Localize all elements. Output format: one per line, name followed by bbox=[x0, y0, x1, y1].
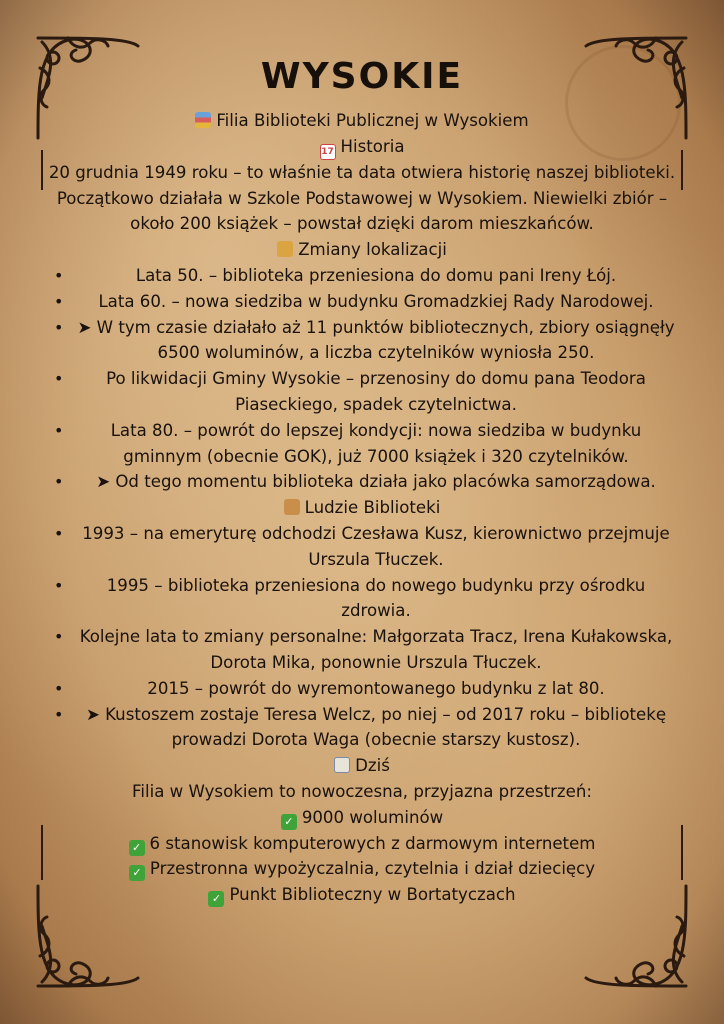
people-heading bbox=[38, 495, 686, 521]
books-icon bbox=[195, 112, 211, 128]
bullet-icon: • bbox=[54, 704, 64, 724]
page-title: WYSOKIE bbox=[260, 56, 464, 97]
bullet-icon: • bbox=[54, 472, 64, 492]
list-item: • ➤ Kustoszem zostaje Teresa Welcz, po niej – od 2017 roku – bibliotekę prowadzi Dorota Waga (obecnie starszy kustosz). bbox=[38, 702, 686, 754]
people-icon bbox=[284, 499, 300, 515]
bullet-icon: • bbox=[54, 291, 64, 311]
bullet-icon: • bbox=[54, 678, 64, 698]
list-item: • 2015 – powrót do wyremontowanego budynku z lat 80. bbox=[38, 676, 686, 702]
branch-heading-text: Filia Biblioteki Publicznej w Wysokiem bbox=[216, 111, 529, 130]
history-heading-text: Historia bbox=[340, 136, 405, 156]
people-heading-text: Ludzie Biblioteki bbox=[304, 498, 441, 518]
check-mark-icon: ✓ bbox=[129, 865, 145, 881]
today-intro: Filia w Wysokiem to nowoczesna, przyjazna przestrzeń: bbox=[132, 781, 592, 801]
document-body bbox=[38, 52, 686, 908]
bullet-icon: • bbox=[54, 265, 64, 285]
people-list bbox=[38, 521, 686, 753]
check-mark-icon: ✓ bbox=[129, 840, 145, 856]
house-icon bbox=[277, 241, 293, 257]
list-item: • 1995 – biblioteka przeniesiona do nowego budynku przy ośrodku zdrowia. bbox=[38, 573, 686, 625]
list-item: • Po likwidacji Gminy Wysokie – przenosiny do domu pana Teodora Piaseckiego, spadek czytelnictwa. bbox=[38, 366, 686, 418]
today-item: ✓ 6 stanowisk komputerowych z darmowym internetem bbox=[38, 831, 686, 857]
list-item: • ➤ Od tego momentu biblioteka działa jako placówka samorządowa. bbox=[38, 469, 686, 495]
list-item: • ➤ W tym czasie działało aż 11 punktów bibliotecznych, zbiory osiągnęły 6500 woluminów, a liczba czytelników wyniosła 250. bbox=[38, 315, 686, 367]
bullet-icon: • bbox=[54, 627, 64, 647]
list-item: • 1993 – na emeryturę odchodzi Czesława Kusz, kierownictwo przejmuje Urszula Tłuczek. bbox=[38, 521, 686, 573]
list-item: • Kolejne lata to zmiany personalne: Małgorzata Tracz, Irena Kułakowska, Dorota Mika, ponownie Urszula Tłuczek. bbox=[38, 624, 686, 676]
today-item: ✓ Przestronna wypożyczalnia, czytelnia i dział dziecięcy bbox=[38, 856, 686, 882]
list-item: • Lata 50. – biblioteka przeniesiona do domu pani Ireny Łój. bbox=[38, 263, 686, 289]
today-heading bbox=[38, 753, 686, 779]
open-book-icon bbox=[334, 757, 350, 773]
list-item: • Lata 80. – powrót do lepszej kondycji: nowa siedziba w budynku gminnym (obecnie GOK), już 7000 książek i 320 czytelników. bbox=[38, 418, 686, 470]
calendar-icon: 17 bbox=[320, 144, 336, 160]
bullet-icon: • bbox=[54, 575, 64, 595]
today-item: ✓ Punkt Biblioteczny w Bortatyczach bbox=[38, 882, 686, 908]
bullet-icon: • bbox=[54, 317, 64, 337]
today-item: ✓ 9000 woluminów bbox=[38, 805, 686, 831]
bullet-icon: • bbox=[54, 369, 64, 389]
bullet-icon: • bbox=[54, 523, 64, 543]
list-item: • Lata 60. – nowa siedziba w budynku Gromadzkiej Rady Narodowej. bbox=[38, 289, 686, 315]
history-heading bbox=[38, 134, 686, 160]
locations-heading-text: Zmiany lokalizacji bbox=[298, 240, 447, 260]
locations-heading bbox=[38, 237, 686, 263]
bullet-icon: • bbox=[54, 420, 64, 440]
today-heading-text: Dziś bbox=[355, 756, 390, 776]
locations-list bbox=[38, 263, 686, 495]
check-mark-icon: ✓ bbox=[281, 814, 297, 830]
branch-heading bbox=[38, 108, 686, 134]
history-paragraph: 20 grudnia 1949 roku – to właśnie ta data otwiera historię naszej biblioteki. Początkowo działała w Szkole Podstawowej w Wysokiem. Niewielki zbiór – około 200 książek – powstał dzięki darom mieszkańców. bbox=[48, 162, 676, 234]
check-mark-icon: ✓ bbox=[208, 891, 224, 907]
